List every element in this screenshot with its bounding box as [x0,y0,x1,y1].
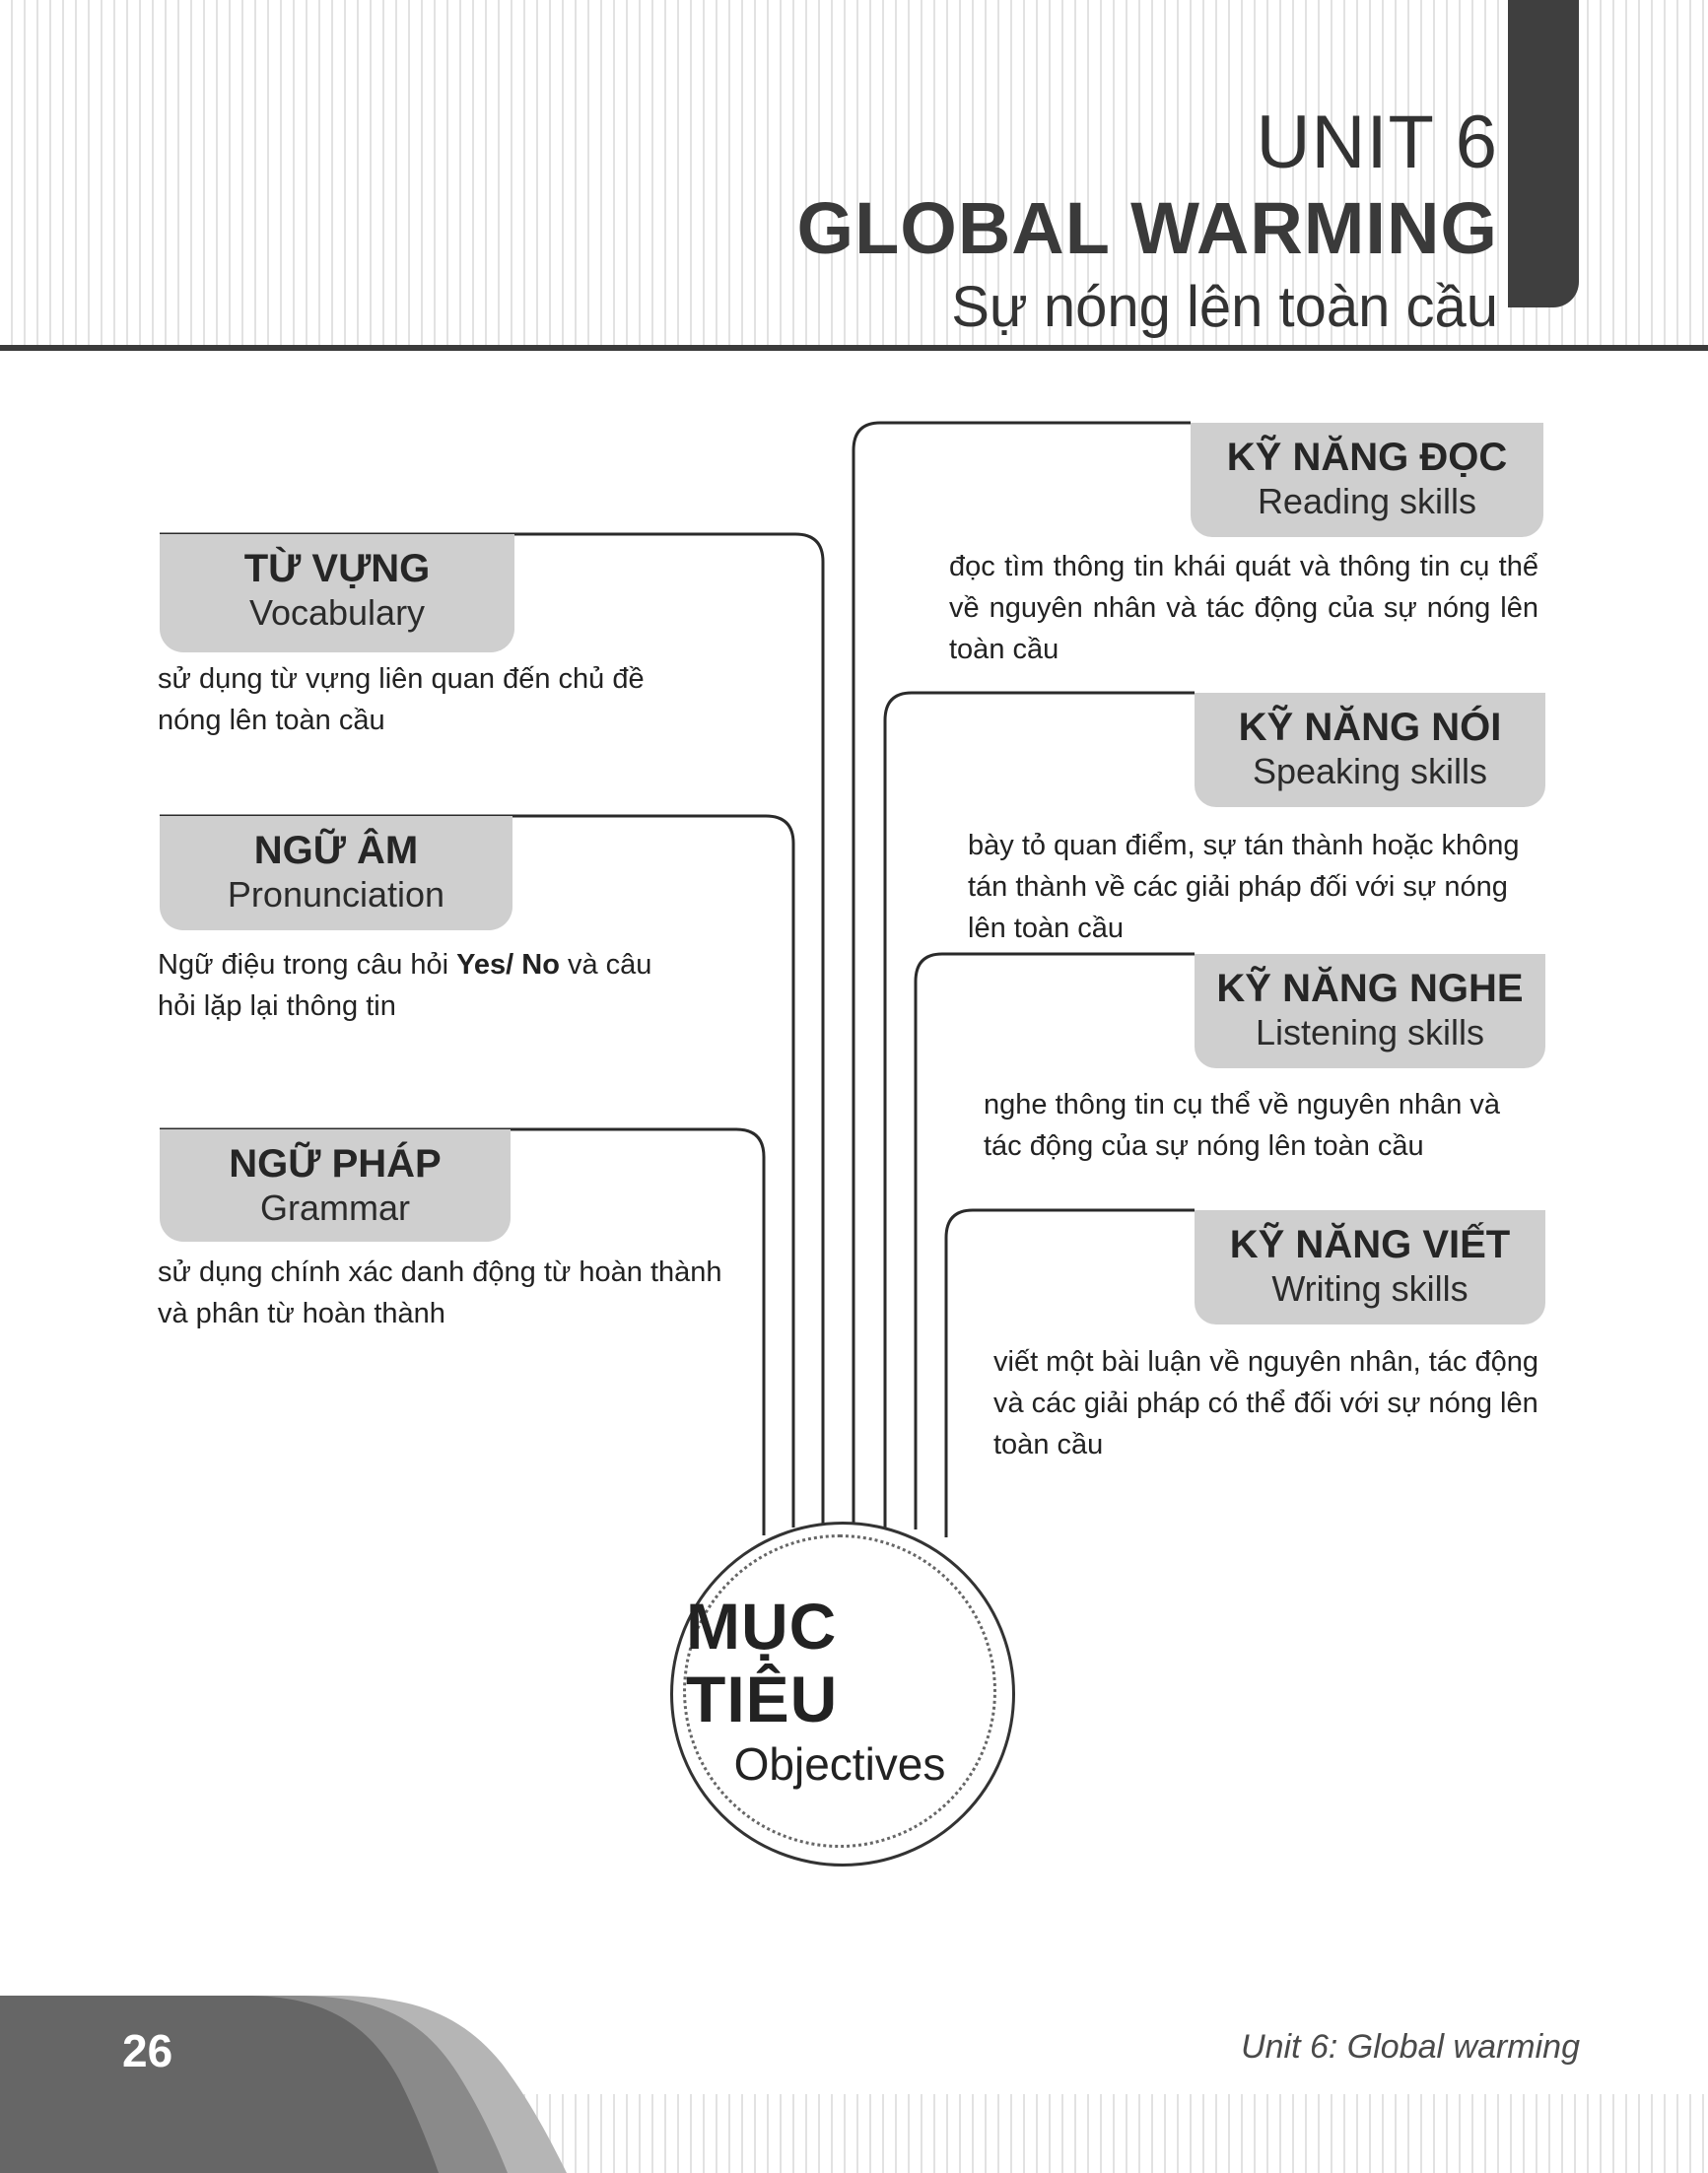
tag-reading-vi: KỸ NĂNG ĐỌC [1226,436,1508,479]
objectives-circle-inner [683,1534,996,1848]
tag-listening-vi: KỸ NĂNG NGHE [1216,967,1524,1010]
tag-vocabulary [160,534,514,652]
tag-reading [1191,423,1543,537]
tag-pronunciation-vi: NGỮ ÂM [253,829,419,872]
unit-subtitle: Sự nóng lên toàn cầu [951,275,1498,339]
tag-vocabulary-en: Vocabulary [248,592,426,633]
unit-title: GLOBAL WARMING [796,187,1498,269]
desc-pronunciation-bold: Yes/ No [456,949,560,981]
objectives-title-en: Objectives [733,1738,946,1790]
desc-listening: nghe thông tin cụ thể về nguyên nhân và tác động của sự nóng lên toàn cầu [984,1089,1501,1162]
footer-wave-shape [0,1996,1708,2173]
tag-reading-en: Reading skills [1257,481,1477,521]
desc-vocabulary: sử dụng từ vựng liên quan đến chủ đề nóng lên toàn cầu [158,663,645,736]
tag-speaking-vi: KỸ NĂNG NÓI [1238,706,1502,749]
running-footer-title: Unit 6: Global warming [1241,2028,1580,2066]
tag-vocabulary-vi: TỪ VỰNG [243,547,431,590]
tag-speaking [1195,693,1545,807]
desc-grammar: sử dụng chính xác danh động từ hoàn thành và phân từ hoàn thành [158,1256,722,1329]
tag-grammar-vi: NGỮ PHÁP [229,1142,442,1186]
desc-reading: đọc tìm thông tin khái quát và thông tin cụ thể về nguyên nhân và tác động của sự nóng lên toàn cầu [949,551,1538,665]
tag-writing [1195,1210,1545,1324]
desc-pronunciation-part1: Ngữ điệu trong câu hỏi [158,949,457,981]
desc-speaking: bày tỏ quan điểm, sự tán thành hoặc không tán thành về các giải pháp đối với sự nóng lên toàn cầu [968,830,1520,944]
objectives-title-vi: MỤC TIÊU [686,1590,839,1735]
tag-listening-en: Listening skills [1255,1012,1485,1053]
tag-pronunciation-en: Pronunciation [227,874,445,915]
objectives-circle [670,1522,1015,1867]
tag-pronunciation [160,816,512,930]
page-number: 26 [122,2025,173,2076]
desc-pronunciation-part2: và câu hỏi lặp lại thông tin [158,949,652,1022]
tag-speaking-en: Speaking skills [1252,751,1488,791]
tag-writing-en: Writing skills [1271,1268,1469,1309]
tag-grammar-en: Grammar [260,1188,410,1228]
desc-writing: viết một bài luận về nguyên nhân, tác động và các giải pháp có thể đối với sự nóng lên toàn cầu [993,1346,1538,1460]
tag-grammar [160,1129,511,1242]
desc-pronunciation [158,944,690,1027]
unit-label: UNIT 6 [1256,101,1498,184]
tag-listening [1195,954,1545,1068]
tag-writing-vi: KỸ NĂNG VIẾT [1229,1223,1511,1266]
